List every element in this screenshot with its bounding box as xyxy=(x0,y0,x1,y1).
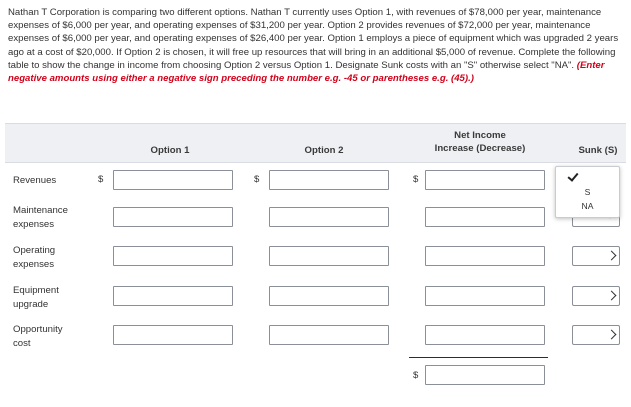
dropdown-option-blank[interactable] xyxy=(556,169,619,183)
operating-option1-input[interactable] xyxy=(113,246,233,266)
negative-amount-instruction: (Enter negative amounts using either a negative sign preceding the number e.g. -45 or parentheses e.g. (45).) xyxy=(8,59,605,85)
row-label-operating-expenses: Operating expenses xyxy=(13,245,56,270)
header-option-2: Option 2 xyxy=(304,145,344,156)
operating-net-income-input[interactable] xyxy=(425,246,545,266)
equipment-net-income-input[interactable] xyxy=(425,286,545,306)
checkmark-icon xyxy=(567,170,578,182)
equipment-option2-input[interactable] xyxy=(269,286,389,306)
problem-statement xyxy=(8,6,626,85)
revenues-option1-input[interactable] xyxy=(113,170,233,190)
revenues-sunk-dropdown[interactable] xyxy=(555,166,620,218)
chevron-right-icon xyxy=(607,330,617,340)
maintenance-option1-input[interactable] xyxy=(113,207,233,227)
operating-option2-input[interactable] xyxy=(269,246,389,266)
dropdown-option-na[interactable]: NA xyxy=(581,201,594,211)
maintenance-net-income-input[interactable] xyxy=(425,207,545,227)
chevron-right-icon xyxy=(607,251,617,261)
header-net-income xyxy=(420,129,540,155)
revenues-net-income-input[interactable] xyxy=(425,170,545,190)
currency-symbol: $ xyxy=(98,174,104,185)
header-option-1: Option 1 xyxy=(150,145,190,156)
equipment-option1-input[interactable] xyxy=(113,286,233,306)
opportunity-net-income-input[interactable] xyxy=(425,325,545,345)
header-net-income-line2: Increase (Decrease) xyxy=(434,143,526,154)
total-net-income-input[interactable] xyxy=(425,365,545,385)
problem-text: Nathan T Corporation is comparing two different options. Nathan T currently uses Option 1, with revenues of $78,000 per year, maintenance expenses of $6,000 per year, and operating expenses of $31,200 per year. Option 2 provides revenues of $72,000 per year, maintenance expenses of $6,000 per year, and operating expenses of $26,400 per year. Option 1 employs a piece of equipment which was upgraded 2 years ago at a cost of $20,000. If Option 2 is chosen, it will free up resources that will bring in an additional $5,000 of revenue. Complete the following table to show the change in income from choosing Option 2 versus Option 1. Designate Sunk costs with an "S" otherwise select "NA". xyxy=(8,7,619,71)
row-label-opportunity-cost: Opportunity cost xyxy=(13,324,63,349)
revenues-option2-input[interactable] xyxy=(269,170,389,190)
opportunity-option1-input[interactable] xyxy=(113,325,233,345)
dropdown-option-s[interactable]: S xyxy=(584,187,591,197)
currency-symbol: $ xyxy=(254,174,260,185)
row-label-maintenance-expenses: Maintenance expenses xyxy=(13,205,68,230)
chevron-right-icon xyxy=(607,291,617,301)
opportunity-option2-input[interactable] xyxy=(269,325,389,345)
maintenance-option2-input[interactable] xyxy=(269,207,389,227)
row-label-equipment-upgrade: Equipment upgrade xyxy=(13,285,59,310)
row-label-revenues: Revenues xyxy=(13,175,57,186)
header-net-income-line1: Net Income xyxy=(454,130,506,141)
currency-symbol: $ xyxy=(413,174,419,185)
operating-sunk-select[interactable] xyxy=(572,246,620,266)
header-sunk: Sunk (S) xyxy=(578,145,618,156)
equipment-sunk-select[interactable] xyxy=(572,286,620,306)
currency-symbol: $ xyxy=(413,370,419,381)
opportunity-sunk-select[interactable] xyxy=(572,325,620,345)
total-divider xyxy=(409,357,548,358)
